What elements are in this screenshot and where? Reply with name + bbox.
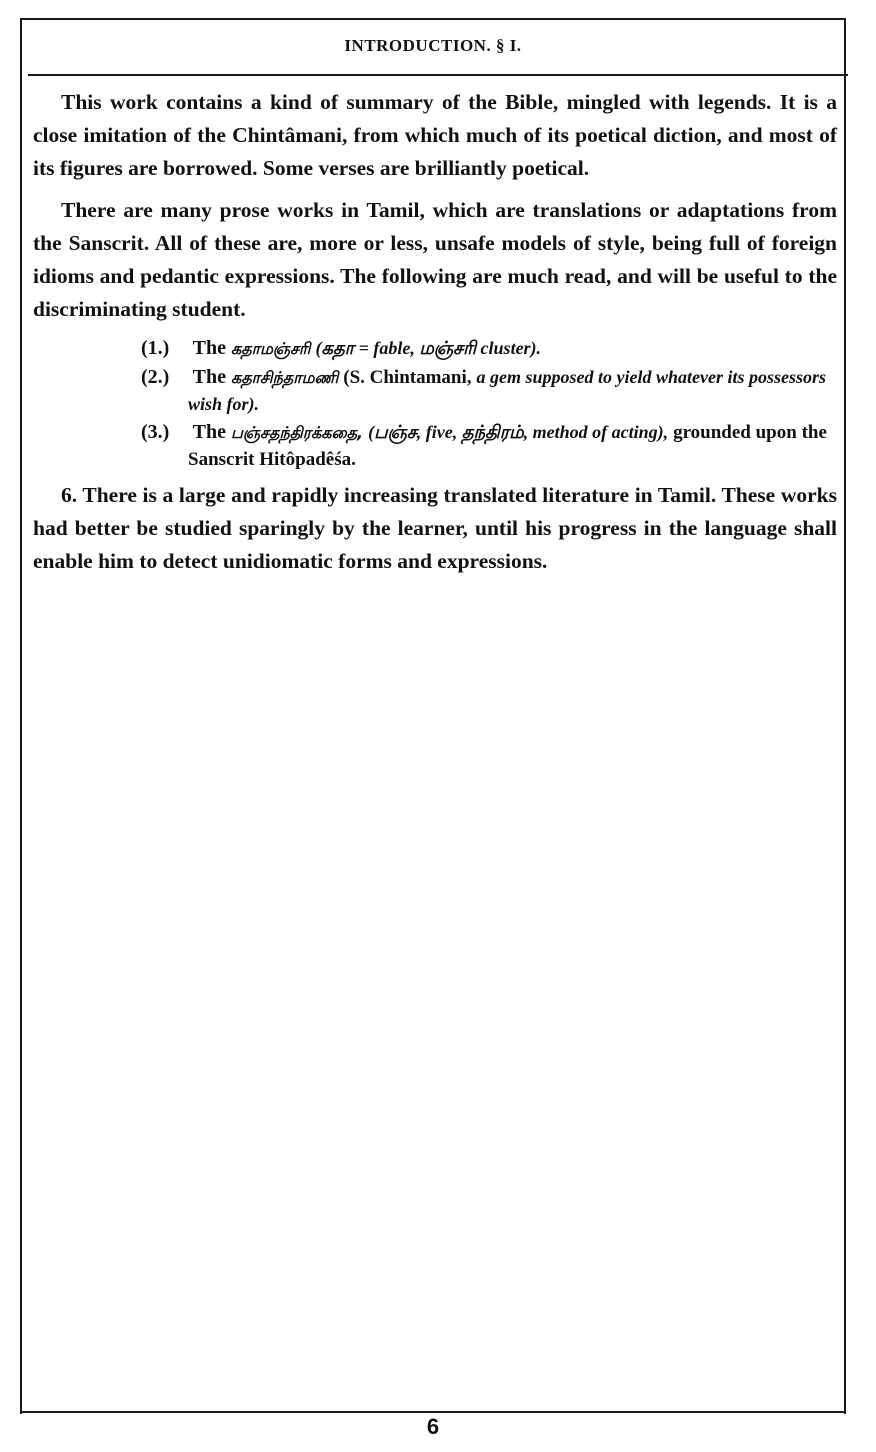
list-item-tamil-title: கதாசிந்தாமணி <box>230 368 339 387</box>
list-item-tamil-title: பஞ்சதந்திரக்கதை, <box>230 423 364 442</box>
list-item-number: (1.) <box>141 337 170 359</box>
paragraph-prose-works: There are many prose works in Tamil, which are translations or adaptations from the Sanscrit. All of these are, more or less, unsafe models of style, being full of foreign idioms and pedantic expressions. The following are much read, and will be useful to the discriminating student. <box>33 198 837 321</box>
footer-rule <box>20 1411 846 1413</box>
list-item-lead: The <box>192 366 226 388</box>
prose-works-list <box>33 335 837 473</box>
list-item <box>33 419 837 473</box>
list-item <box>33 364 837 417</box>
list-item-lead: The <box>192 421 226 443</box>
list-item-gloss: a gem supposed to yield whatever its possessors wish for). <box>188 367 827 414</box>
list-item-detail: grounded upon the Sanscrit Hitôpadêśa. <box>188 422 827 470</box>
list-item-number: (3.) <box>141 421 170 443</box>
list-item-number: (2.) <box>141 366 170 388</box>
list-item-lead: The <box>192 337 226 359</box>
list-item <box>33 335 837 362</box>
running-head: INTRODUCTION. § I. <box>344 36 522 55</box>
list-item-gloss: (கதா = fable, மஞ்சரி cluster). <box>315 338 542 358</box>
list-item-tamil-title: கதாமஞ்சரி <box>230 339 311 358</box>
page-body <box>33 86 837 587</box>
header-rule <box>28 74 848 76</box>
list-item-detail: (S. Chintamani, <box>343 367 472 388</box>
paragraph-translated-literature: 6. There is a large and rapidly increasing translated literature in Tamil. These works had better be studied sparingly by the learner, until his progress in the language shall enable him to detect unidiomatic forms and expressions. <box>33 483 837 573</box>
list-item-gloss: (பஞ்ச, five, தந்திரம், method of acting), <box>368 422 669 442</box>
page-number: 6 <box>426 1414 440 1439</box>
paragraph-summary: This work contains a kind of summary of the Bible, mingled with legends. It is a close imitation of the Chintâmani, from which much of its poetical diction, and most of its figures are borrowed. Some verses are brilliantly poetical. <box>33 90 837 180</box>
